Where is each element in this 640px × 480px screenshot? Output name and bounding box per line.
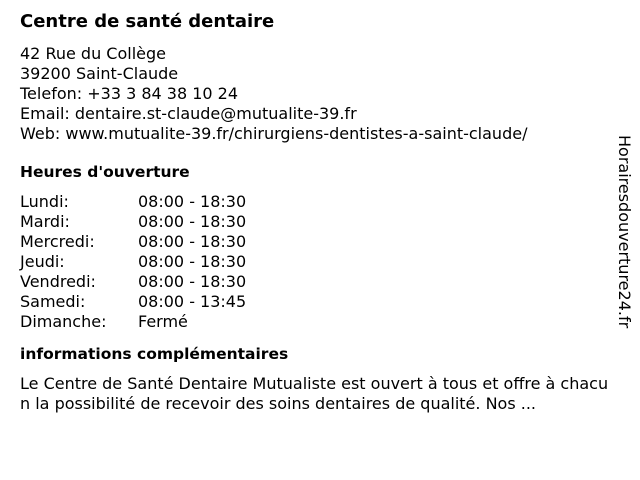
business-name: Centre de santé dentaire bbox=[20, 11, 275, 32]
email-text: Email: dentaire.st-claude@mutualite-39.fr bbox=[20, 104, 357, 123]
hours-row-mercredi bbox=[20, 232, 610, 252]
time-value: 08:00 - 18:30 bbox=[138, 252, 247, 271]
brand-watermark: Horairesdouverture24.fr bbox=[615, 135, 634, 329]
day-label: Dimanche: bbox=[20, 312, 107, 331]
day-label: Samedi: bbox=[20, 292, 86, 311]
time-value: Fermé bbox=[138, 312, 188, 331]
hours-row-samedi bbox=[20, 292, 610, 312]
time-value: 08:00 - 18:30 bbox=[138, 192, 247, 211]
hours-row-vendredi bbox=[20, 272, 610, 292]
day-label: Mercredi: bbox=[20, 232, 95, 251]
info-heading: informations complémentaires bbox=[20, 345, 289, 363]
hours-heading: Heures d'ouverture bbox=[20, 163, 190, 181]
hours-row-lundi bbox=[20, 192, 610, 212]
time-value: 08:00 - 13:45 bbox=[138, 292, 247, 311]
hours-row-dimanche bbox=[20, 312, 610, 332]
contact-block bbox=[20, 84, 610, 144]
hours-row-mardi bbox=[20, 212, 610, 232]
day-label: Vendredi: bbox=[20, 272, 96, 291]
hours-row-jeudi bbox=[20, 252, 610, 272]
business-card bbox=[20, 10, 610, 414]
info-description: Le Centre de Santé Dentaire Mutualiste est ouvert à tous et offre à chacun la possibilité de recevoir des soins dentaires de qualité. Nos ... bbox=[20, 374, 609, 413]
day-label: Jeudi: bbox=[20, 252, 65, 271]
address-street: 42 Rue du Collège bbox=[20, 44, 166, 63]
time-value: 08:00 - 18:30 bbox=[138, 272, 247, 291]
day-label: Lundi: bbox=[20, 192, 69, 211]
hours-table bbox=[20, 192, 610, 332]
website-text: Web: www.mutualite-39.fr/chirurgiens-dentistes-a-saint-claude/ bbox=[20, 124, 528, 143]
address-block bbox=[20, 44, 610, 84]
phone-text: Telefon: +33 3 84 38 10 24 bbox=[20, 84, 239, 103]
time-value: 08:00 - 18:30 bbox=[138, 232, 247, 251]
day-label: Mardi: bbox=[20, 212, 70, 231]
time-value: 08:00 - 18:30 bbox=[138, 212, 247, 231]
address-city: 39200 Saint-Claude bbox=[20, 64, 179, 83]
